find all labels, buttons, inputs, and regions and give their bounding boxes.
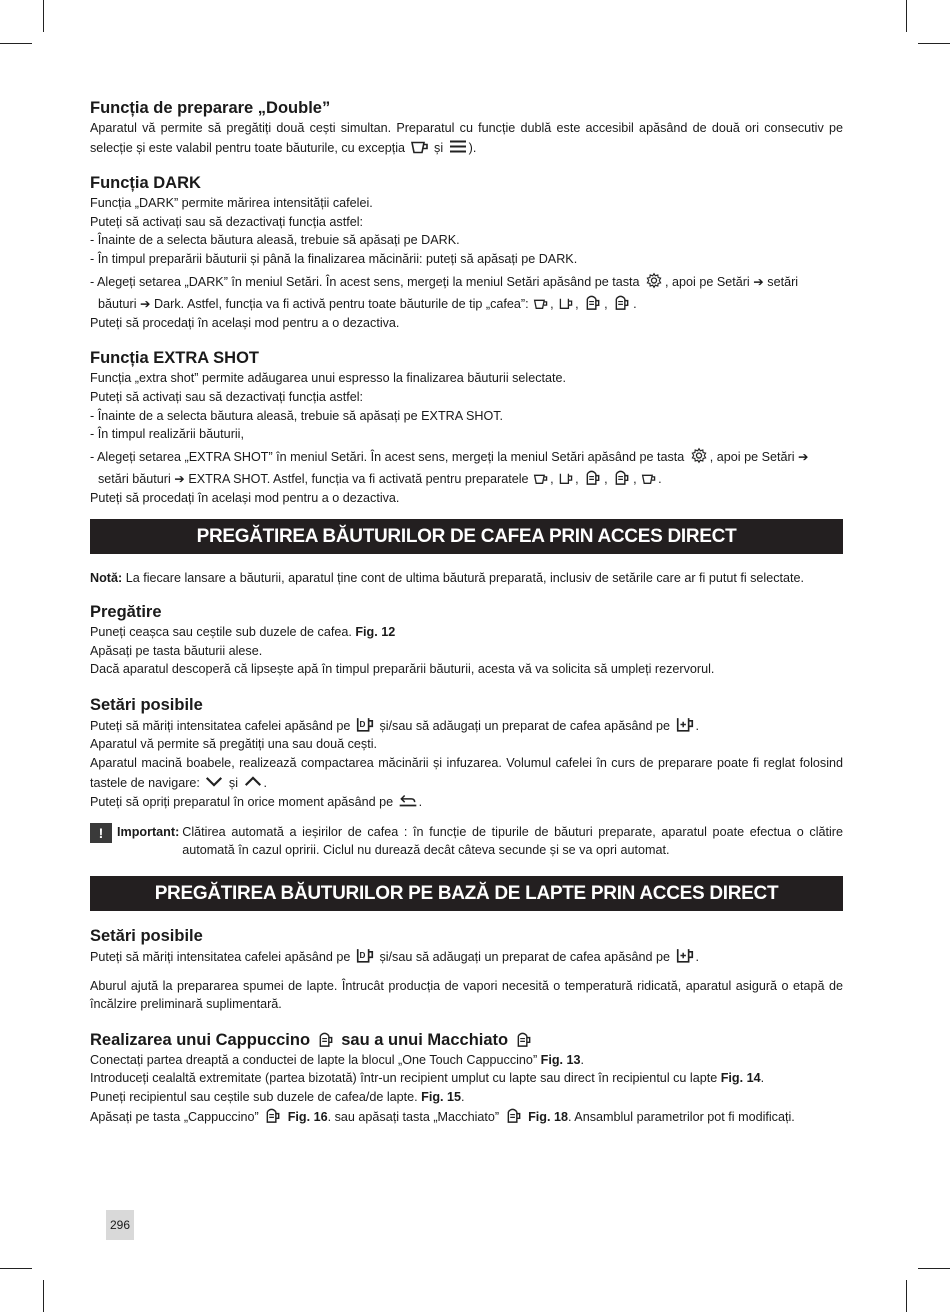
text: Introduceți cealaltă extremitate (partea bizotată) într-un recipient umplut cu lapte sau direct în recipientul cu lapte xyxy=(90,1071,718,1086)
section-title: Funcția DARK xyxy=(90,174,201,193)
section-settings xyxy=(90,695,843,812)
paragraph: Apăsați pe tasta băuturii alese. xyxy=(90,643,263,658)
back-icon xyxy=(398,792,418,809)
text: și xyxy=(228,775,239,790)
milk-cup-icon xyxy=(583,294,603,311)
crop-mark xyxy=(43,1280,44,1312)
text: - Alegeți setarea „EXTRA SHOT” în meniul Setări. În acest sens, mergeți la meniul Setări apăsând pe tasta xyxy=(90,449,685,464)
milk-cup-icon xyxy=(612,469,632,486)
cup-icon xyxy=(641,472,657,485)
paragraph: - În timpul realizării băuturii, xyxy=(90,427,244,442)
section-title xyxy=(90,1030,843,1051)
note-label: Notă: xyxy=(90,570,123,585)
milk-cup-icon xyxy=(583,469,603,486)
section-cappuccino xyxy=(90,1030,843,1126)
paragraph xyxy=(90,623,843,642)
menu-icon xyxy=(448,138,468,155)
paragraph: Puteți să măriți intensitatea cafelei apăsând pe și/sau să adăugați un preparat de cafea apăsând pe . xyxy=(90,947,843,967)
macchiato-icon xyxy=(504,1107,524,1124)
crop-mark xyxy=(43,0,44,32)
paragraph: - Înainte de a selecta băutura aleasă, trebuie să apăsați pe EXTRA SHOT. xyxy=(90,408,504,423)
milk-cup-icon xyxy=(612,294,632,311)
macchiato-icon xyxy=(514,1031,534,1048)
text: Aparatul macină boabele, realizează compactarea măcinării și infuzarea. Volumul cafelei în curs de preparare poate fi reglat folosind tastele de navigare: xyxy=(90,756,843,790)
figure-ref: Fig. 12 xyxy=(355,625,396,640)
text: Puteți să opriți preparatul în orice moment apăsând pe xyxy=(90,795,394,810)
dark-mug-icon xyxy=(355,947,375,964)
gear-icon xyxy=(689,447,709,464)
section-title: Setări posibile xyxy=(90,927,203,946)
section-title: Pregătire xyxy=(90,603,162,622)
cup-icon xyxy=(533,297,549,310)
paragraph: Funcția „DARK” permite mărirea intensității cafelei. xyxy=(90,196,373,211)
figure-ref: Fig. 15 xyxy=(421,1090,462,1104)
paragraph: Aparatul vă permite să pregătiți una sau două cești. xyxy=(90,737,378,752)
paragraph: Puteți să opriți preparatul în orice moment apăsând pe . xyxy=(90,792,843,812)
paragraph: Puteți să activați sau să dezactivați funcția astfel: xyxy=(90,214,364,229)
text: ). xyxy=(468,140,477,155)
page-content xyxy=(90,98,843,1137)
section-extra-shot xyxy=(90,348,843,507)
spacer xyxy=(90,967,843,977)
paragraph: Puteți să procedați în același mod pentru a o dezactiva. xyxy=(90,490,400,505)
text: Puneți ceașca sau ceștile sub duzele de cafea. xyxy=(90,625,352,640)
text: Apăsați pe tasta „Cappuccino” xyxy=(90,1109,259,1124)
text: Puteți să măriți intensitatea cafelei apăsând pe xyxy=(90,950,351,965)
figure-ref: Fig. 16 xyxy=(287,1109,328,1124)
paragraph: setări băuturi ➔ EXTRA SHOT. Astfel, funcția va fi activată pentru preparatele , , , , . xyxy=(90,469,843,489)
text: și/sau să adăugați un preparat de cafea apăsând pe xyxy=(379,718,671,733)
text: , apoi pe Setări ➔ xyxy=(709,449,809,464)
important-text: Clătirea automată a ieșirilor de cafea : în funcție de tipurile de băuturi preparate, aparatul poate efectua o clătire automată în cazul opririi. Ciclul nu durează decât câteva secunde și se va opri automat. xyxy=(182,824,843,858)
text: La fiecare lansare a băuturii, aparatul ține cont de ultima băutură preparată, inclusiv de setările care ar fi putut fi selectate. xyxy=(125,570,805,585)
paragraph: Conectați partea dreaptă a conductei de lapte la blocul „One Touch Cappuccino” Fig. 13. xyxy=(90,1052,585,1067)
section-dark xyxy=(90,173,843,332)
extra-shot-icon xyxy=(675,716,695,733)
mug-icon xyxy=(558,297,574,310)
warning-icon: ! xyxy=(90,823,112,843)
extra-shot-icon xyxy=(675,947,695,964)
crop-mark xyxy=(0,1268,32,1269)
text: și/sau să adăugați un preparat de cafea apăsând pe xyxy=(379,950,671,965)
text: Puneți recipientul sau ceștile sub duzele de cafea/de lapte. xyxy=(90,1090,418,1104)
paragraph: - În timpul preparării băuturii și până la finalizarea măcinării: puteți să apăsați pe DARK. xyxy=(90,251,578,266)
cappuccino-icon xyxy=(316,1031,336,1048)
paragraph: Aburul ajută la prepararea spumei de lapte. Întrucât producția de vapori necesită o temperatură ridicată, aparatul asigură o etapă de încălzire preliminară suplimentară. xyxy=(90,978,843,1012)
crop-mark xyxy=(0,43,32,44)
text: Realizarea unui Cappuccino xyxy=(90,1030,311,1049)
cup-icon xyxy=(533,472,549,485)
chevron-up-icon xyxy=(243,773,263,790)
paragraph: Puneți recipientul sau ceștile sub duzele de cafea/de lapte. Fig. 15. xyxy=(90,1090,465,1104)
paragraph: Puteți să procedați în același mod pentru a o dezactiva. xyxy=(90,315,400,330)
paragraph: Funcția „extra shot” permite adăugarea unui espresso la finalizarea băuturii selectate. xyxy=(90,371,567,386)
paragraph: Puteți să măriți intensitatea cafelei apăsând pe și/sau să adăugați un preparat de cafea apăsând pe . xyxy=(90,716,843,736)
section-preparation xyxy=(90,602,843,679)
section-title: Setări posibile xyxy=(90,695,203,714)
cup-icon xyxy=(410,138,430,155)
important-notice xyxy=(90,823,843,860)
important-label: Important: xyxy=(117,824,180,839)
paragraph: - Înainte de a selecta băutura aleasă, trebuie să apăsați pe DARK. xyxy=(90,233,460,248)
text: . sau apăsați tasta „Macchiato” xyxy=(327,1109,500,1124)
paragraph: Puteți să activați sau să dezactivați funcția astfel: xyxy=(90,389,364,404)
text: Aparatul vă permite să pregătiți două cești simultan. Preparatul cu funcție dublă este accesibil apăsând de două ori consecutiv pe selecție și este valabil pentru toate băuturile, cu excepția xyxy=(90,121,843,155)
crop-mark xyxy=(906,0,907,32)
crop-mark xyxy=(906,1280,907,1312)
text: sau a unui Macchiato xyxy=(341,1030,509,1049)
paragraph: Dacă aparatul descoperă că lipsește apă în timpul preparării băuturii, acesta vă va solicita să umpleți rezervorul. xyxy=(90,662,715,677)
section-title: Funcția de preparare „Double” xyxy=(90,99,331,117)
paragraph xyxy=(90,119,843,157)
paragraph: Introduceți cealaltă extremitate (partea bizotată) într-un recipient umplut cu lapte sau direct în recipientul cu lapte Fig. 14. xyxy=(90,1071,765,1086)
paragraph xyxy=(90,272,843,292)
cappuccino-icon xyxy=(263,1107,283,1124)
section-banner: PREGĂTIREA BĂUTURILOR DE CAFEA PRIN ACCES DIRECT xyxy=(90,519,843,554)
figure-ref: Fig. 18 xyxy=(528,1109,568,1124)
text: , apoi pe Setări ➔ setări xyxy=(665,274,799,289)
section-settings-milk xyxy=(90,926,843,1014)
page-number: 296 xyxy=(106,1210,134,1240)
gear-icon xyxy=(644,272,664,289)
text: . Ansamblul parametrilor pot fi modificați. xyxy=(568,1109,795,1124)
section-title: Funcția EXTRA SHOT xyxy=(90,349,259,368)
paragraph: băuturi ➔ Dark. Astfel, funcția va fi activă pentru toate băuturile de tip „cafea”: , , , . xyxy=(90,294,843,314)
paragraph xyxy=(90,447,843,467)
text: setări băuturi ➔ EXTRA SHOT. Astfel, funcția va fi activată pentru preparatele xyxy=(98,472,529,487)
text: - Alegeți setarea „DARK” în meniul Setări. În acest sens, mergeți la meniul Setări apăsând pe tasta xyxy=(90,274,640,289)
figure-ref: Fig. 13 xyxy=(540,1052,581,1067)
paragraph xyxy=(90,1107,843,1127)
figure-ref: Fig. 14 xyxy=(720,1071,761,1086)
section-banner: PREGĂTIREA BĂUTURILOR PE BAZĂ DE LAPTE PRIN ACCES DIRECT xyxy=(90,876,843,911)
crop-mark xyxy=(918,43,950,44)
text: Conectați partea dreaptă a conductei de lapte la blocul „One Touch Cappuccino” xyxy=(90,1052,538,1067)
text: Puteți să măriți intensitatea cafelei apăsând pe xyxy=(90,718,351,733)
mug-icon xyxy=(558,472,574,485)
paragraph: Aparatul macină boabele, realizează compactarea măcinării și infuzarea. Volumul cafelei în curs de preparare poate fi reglat folosind tastele de navigare: și . xyxy=(90,756,843,790)
dark-mug-icon xyxy=(355,716,375,733)
crop-mark xyxy=(918,1268,950,1269)
text: și xyxy=(434,140,444,155)
text: băuturi ➔ Dark. Astfel, funcția va fi activă pentru toate băuturile de tip „cafea”: xyxy=(98,297,529,312)
section-double xyxy=(90,98,843,157)
chevron-down-icon xyxy=(204,773,224,790)
note xyxy=(90,569,843,588)
